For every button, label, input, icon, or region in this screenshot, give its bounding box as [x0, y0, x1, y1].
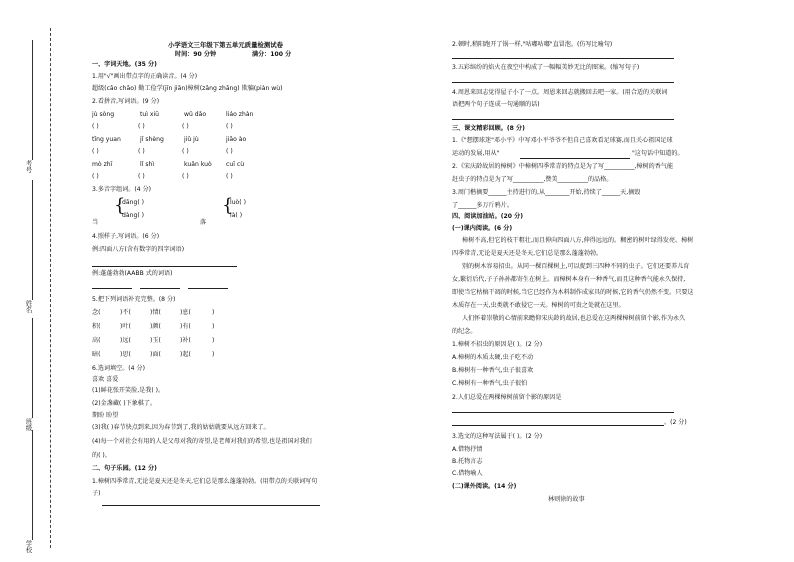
answer-paren[interactable]: ( ) [92, 148, 99, 155]
exam-title: 小学语文三年级下第五单元质量检测试卷 [168, 41, 284, 49]
s2-q4: 4.周恩来回志觉得屋子小了一点。周恩来回志就搬回去吧一家。(用合适的关联词 [452, 89, 668, 96]
fill-word[interactable]: )起( [180, 351, 191, 358]
s3-q1c: "这句话中知道的。 [632, 150, 684, 157]
s3-q2[interactable]: 2.《宋庆龄故居的樟树》中樟树四季常青的特点是为了写__________,樟树的香气能 [452, 163, 674, 170]
fill-word[interactable]: )颜( [150, 323, 161, 330]
s2-q4b: 语把两个句子连成一句通顺的话) [452, 101, 540, 108]
option-c[interactable]: C.借物喻人 [452, 470, 483, 477]
s2-q1: 1.樟树四季常青,无论是夏天还是冬天,它们总是那么蓬蓬勃勃。(用带点的关联词写句 [92, 478, 318, 485]
s1-q3: 3.多音字组词。(4 分) [92, 186, 152, 193]
answer-paren[interactable]: ( ) [138, 123, 145, 130]
pinyin: jiāo ào [226, 136, 247, 143]
exam-time: 时间：90 分钟 [175, 51, 217, 58]
luo-reading-2[interactable]: là( ) [230, 212, 243, 219]
pinyin: cuī cù [226, 161, 245, 168]
option-a[interactable]: A.借物抒情 [452, 446, 483, 453]
s1-q6-s2[interactable]: (2)金盏藏( )下象棋了。 [92, 400, 157, 407]
s2-q1b: 子) [92, 490, 101, 497]
s3-q3[interactable]: 3.周门楷摘要______主持进行的,从________开始,持续了______天,摘毁 [452, 189, 641, 196]
margin-line [32, 430, 33, 540]
answer-line[interactable] [452, 119, 674, 120]
luo-char: 落 [200, 219, 207, 226]
fill-word[interactable]: )远( [120, 337, 131, 344]
fill-word[interactable]: )情( [150, 309, 161, 316]
s1-q6-s3[interactable]: (3)我( )春节快点到来,因为春节到了,我的姑姑就要从远方回来了。 [92, 424, 270, 431]
s2-q2: 2.顿时,稍阳跑开了锅一样,"咕嘟咕嘟"直冒泡。(仿写比喻句) [452, 41, 613, 48]
margin-school-label: 学校 [24, 540, 33, 553]
word-choices-2: 期盼 盼望 [92, 412, 119, 419]
answer-line[interactable] [102, 505, 320, 506]
passage-p2c: 即使当它枯槁干凋的时候,当它已经作为木料制作成家具的时候,它的香气仍然不变。只要这 [452, 289, 694, 296]
fill-word[interactable]: )补( [180, 337, 191, 344]
s1-q1-line: 超级(cāo chāo) 勤工俭学(jīn jiān)樟树(zāng zhāng) 欺骗(piàn wù) [92, 85, 283, 92]
s1-q6-s4b[interactable]: 的( )。 [92, 452, 111, 459]
margin-line [32, 40, 33, 160]
s4-q2: 2.人们总爱在两棵樟树前留个影的原因是 [452, 394, 562, 401]
fill-word[interactable]: )思( [120, 351, 131, 358]
s1-q4: 4.照样子,写词语。(6 分) [92, 233, 160, 240]
s1-q6-s4[interactable]: (4)每一个对社会有用的人是父母对我的寄望,是老师对我们的希望,也是祖国对我们 [92, 438, 312, 445]
pinyin: lǐ shì [140, 161, 155, 168]
paren-close: ) [212, 309, 215, 316]
brace: { [114, 195, 126, 216]
answer-line[interactable] [188, 288, 228, 289]
fill-word[interactable]: 暗( [92, 351, 101, 358]
s4-q1: 1.樟树不招虫的原因是( )。(2 分) [452, 341, 543, 348]
dang-reading-1[interactable]: dāng( ) [122, 199, 145, 206]
answer-paren[interactable]: ( ) [182, 173, 189, 180]
s1-q4-ex2: 例:蓬蓬勃勃(AABB 式的词语) [92, 270, 173, 277]
answer-paren[interactable]: ( ) [182, 123, 189, 130]
s3-q1b: 运动的发展,用从" [452, 150, 500, 157]
answer-line[interactable] [452, 58, 674, 59]
margin-class-label: 班级 [24, 418, 33, 431]
s3-q3b[interactable]: 了______多万斤鸦片。 [452, 202, 513, 209]
dang-char: 当 [92, 219, 99, 226]
passage-p3: 人们怀着崇敬的心情前来瞻仰宋庆龄的故居,也总爱在这两棵樟树前留个影,作为永久 [462, 315, 686, 322]
fill-word[interactable]: 积( [92, 323, 101, 330]
answer-paren[interactable]: ( ) [182, 148, 189, 155]
answer-line[interactable] [452, 412, 674, 413]
s4-q2-points: 。(2 分) [664, 419, 687, 426]
luo-reading-1[interactable]: luò( ) [230, 199, 246, 206]
passage-p2: 别的树木容易招虫。从同一棵百棵树上,可以捉到三四种不同的虫子。它们还要养儿育 [462, 263, 690, 270]
section4-heading: 四、阅读加油站。(20 分) [452, 213, 524, 220]
margin-line [32, 180, 33, 300]
answer-line[interactable] [452, 425, 664, 426]
paren-close: ) [212, 337, 215, 344]
fill-word[interactable]: 高( [92, 337, 101, 344]
exam-score: 满分：100 分 [252, 51, 292, 58]
passage-p2d: 木质存在一天,虫类就不敢侵它一天。樟树的可贵之处就在这里。 [452, 302, 625, 309]
s2-q3: 3.五彩缤纷的焰火在夜空中构成了一幅幅美妙无比的图案。(缩写句子) [452, 64, 640, 71]
s1-q2: 2.看拼音,写词语。(9 分) [92, 98, 160, 105]
answer-paren[interactable]: ( ) [138, 148, 145, 155]
option-a[interactable]: A.樟树的木质太硬,虫子吃不动 [452, 354, 534, 361]
s1-q6: 6.选词填空。(4 分) [92, 365, 145, 372]
margin-name-label: 姓名 [24, 300, 33, 313]
s1-q5: 5.把下列词语补充完整。(8 分) [92, 296, 176, 303]
passage-p1b: 四季常青,无论是夏天还是冬天,它们总是那么蓬蓬勃勃。 [452, 250, 603, 257]
s1-q1: 1.用"√"画出带点字的正确读音。(4 分) [92, 73, 198, 80]
fill-word[interactable]: )有( [180, 323, 191, 330]
pinyin: tīng yuan [92, 136, 121, 143]
answer-line[interactable] [140, 288, 180, 289]
paren-close: ) [212, 323, 215, 330]
margin-line [32, 318, 33, 418]
s3-q2b[interactable]: 赶虫子的特点是为了写__________,赞美__________的品格。 [452, 176, 613, 183]
pinyin: liáo zhàn [226, 111, 254, 118]
s4-sub1: (一)课内阅读。(6 分) [452, 225, 513, 232]
s4-q3: 3.选文的这种写法属于( )。(2 分) [452, 433, 543, 440]
s1-q6-s1[interactable]: (1)鲜花张开笑脸,是我( )。 [92, 387, 165, 394]
dang-reading-2[interactable]: dàng( ) [122, 212, 145, 219]
answer-paren[interactable]: ( ) [226, 173, 233, 180]
section3-heading: 三、课文精彩回顾。(8 分) [452, 125, 525, 132]
passage-p1: 樟树不高,但它的枝干粗壮,而且伸向四面八方,伸得远远的。稠密的树叶绿得发亮。樟树 [462, 237, 694, 244]
pinyin: kuǎn kuò [184, 161, 212, 168]
section2-heading: 二、句子乐园。(12 分) [92, 465, 157, 472]
passage-p3b: 的纪念。 [452, 328, 477, 335]
paren-close: ) [212, 351, 215, 358]
binding-dashed-line [50, 28, 51, 548]
section1-heading: 一、字词天地。(35 分) [92, 61, 157, 68]
pinyin: jù sòng [92, 111, 115, 118]
pinyin: mò zhī [92, 161, 113, 168]
answer-line[interactable] [520, 158, 630, 159]
s4-sub2: (二)课外阅读。(14 分) [452, 483, 517, 490]
answer-paren[interactable]: ( ) [92, 123, 99, 130]
pinyin: wǔ dǎo [184, 111, 207, 118]
word-choices-1: 喜欢 喜爱 [92, 376, 119, 383]
answer-paren[interactable]: ( ) [226, 123, 233, 130]
fill-word[interactable]: 念( [92, 309, 101, 316]
story-title: 林则徐的故事 [548, 496, 585, 503]
fill-word[interactable]: )叶( [120, 323, 131, 330]
answer-line[interactable] [92, 288, 132, 289]
pinyin: tuì xiū [140, 111, 160, 118]
s1-q4-ex1: 例:四面八方(含有数字的四字词语) [92, 246, 185, 253]
fill-word[interactable]: )不( [120, 309, 131, 316]
answer-paren[interactable]: ( ) [138, 173, 145, 180]
passage-p2b: 女,繁衍后代,子子孙孙都寄生在树上。而樟树本身有一种香气,而且这种香气能永久保持, [452, 276, 686, 283]
fill-word[interactable]: )玉( [150, 337, 161, 344]
fill-word[interactable]: )息( [180, 309, 191, 316]
answer-line[interactable] [92, 266, 237, 267]
answer-paren[interactable]: ( ) [92, 173, 99, 180]
margin-seat-label: 考号 [24, 160, 33, 173]
answer-paren[interactable]: ( ) [226, 148, 233, 155]
option-c[interactable]: C.樟树有一种香气,虫子很怕 [452, 380, 528, 387]
pinyin: jiǔ jù [184, 136, 199, 143]
fill-word[interactable]: )面( [150, 351, 161, 358]
s3-q1: 1.《"想摆球迷"邓小平》中写邓小平爷爷不但自己喜欢看足球赛,而且关心祖国足球 [452, 137, 673, 144]
brace: { [222, 195, 234, 216]
option-b[interactable]: B.托物言志 [452, 458, 483, 465]
answer-line[interactable] [452, 82, 674, 83]
option-b[interactable]: B.樟树有一种香气,虫子很喜欢 [452, 367, 534, 374]
pinyin: jǐ shèng [140, 136, 164, 143]
